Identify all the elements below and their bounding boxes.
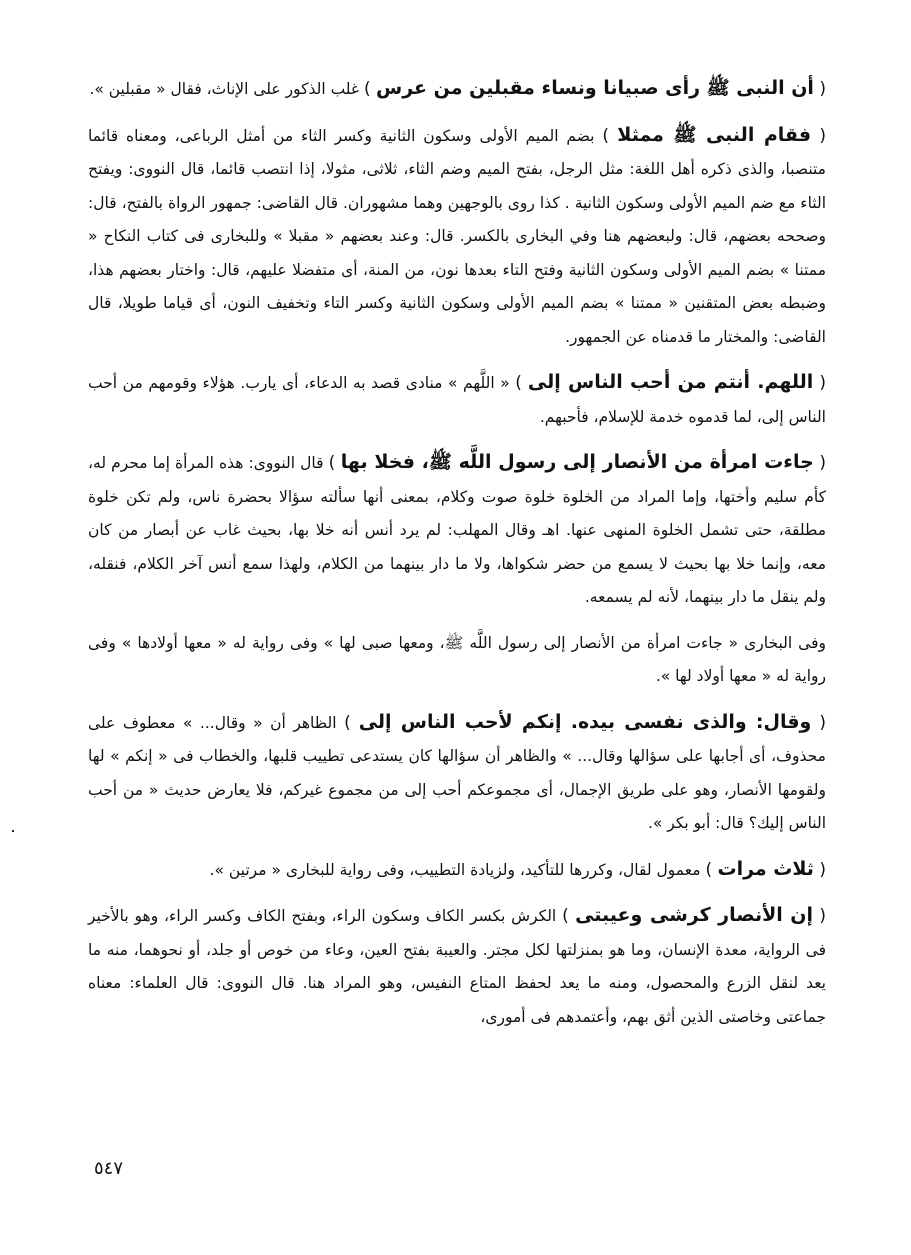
paragraph-6: ( وقال: والذى نفسى بيده. إنكم لأحب الناس إلى ) الظاهر أن « وقال... » معطوف على محذوف، أى أجابها على سؤالها وقال... » والظاهر أن سؤالها كان يستدعى تطييب قلبها، والخطاب فى « إنكم » لها ولقومها الأنصار، وهو على طريق الإجمال، أى مجموعكم أحب إلى من مجموع غيركم، فلا يعارض حديث « من أحب الناس إليك؟ قال: أبو بكر ». <box>88 710 826 832</box>
lemma-8: إن الأنصار كرشى وعيبتى <box>575 904 814 926</box>
commentary-8: الكرش بكسر الكاف وسكون الراء، وبفتح الكاف وكسر الراء، وهو بالأخير فى الرواية، معدة الإنسان، وما هو بمنزلتها لكل مجتر. والعيبة بفتح العين، وعاء من خوص أو جلد، أو نحوهما، منه ما يعد لنقل الزرع والمحصول، ومنه ما يعد لحفظ المتاع النفيس، وهو المراد هنا. قال النووى: قال العلماء: معناه جماعتى وخاصتى الذين أثق بهم، وأعتمدهم فى أمورى، <box>88 907 826 1026</box>
lemma-2: فقام النبى ﷺ ممثلا <box>617 123 812 146</box>
commentary-4: قال النووى: هذه المرأة إما محرم له، كأم سليم وأختها، وإما المراد من الخلوة خلوة صوت وكلام، بمعنى أنها سألته سؤالا بحضرة ناس، ولم تكن خلوة مطلقة، حتى تشمل الخلوة المنهى عنها. اهـ وقال المهلب: لم يرد أنس أنه خلا بها، بحيث غاب عن أبصار من كان معه، وإنما خلا بها بحيث لا يسمع من حضر شكواها، ولا ما دار بينهما من الكلام، ولهذا سمع أنس آخر الكلام، فنقله، ولم ينقل ما دار بينهما، لأنه لم يسمعه. <box>88 454 826 606</box>
lemma-7: ثلاث مرات <box>717 857 814 880</box>
paragraph-8: ( إن الأنصار كرشى وعيبتى ) الكرش بكسر الكاف وسكون الراء، وبفتح الكاف وكسر الراء، وهو بالأخير فى الرواية، معدة الإنسان، وما هو بمنزلتها لكل مجتر. والعيبة بفتح العين، وعاء من خوص أو جلد، أو نحوهما، منه ما يعد لنقل الزرع والمحصول، ومنه ما يعد لحفظ المتاع النفيس، وهو المراد هنا. قال النووى: قال العلماء: معناه جماعتى وخاصتى الذين أثق بهم، وأعتمدهم فى أمورى، <box>88 904 827 1026</box>
paragraph-1: ( أن النبى ﷺ رأى صبيانا ونساء مقبلين من عرس ) غلب الذكور على الإناث، فقال « مقبلين ». <box>89 77 826 99</box>
scan-speck <box>12 830 14 832</box>
lemma-6: وقال: والذى نفسى بيده. إنكم لأحب الناس إلى <box>358 710 812 733</box>
commentary-6: الظاهر أن « وقال... » معطوف على محذوف، أى أجابها على سؤالها وقال... » والظاهر أن سؤالها كان يستدعى تطييب قلبها، والخطاب فى « إنكم » لها ولقومها الأنصار، وهو على طريق الإجمال، أى مجموعكم أحب إلى من مجموع غيركم، فلا يعارض حديث « من أحب الناس إليك؟ قال: أبو بكر ». <box>88 713 826 832</box>
document-body <box>88 72 826 1046</box>
lemma-4: جاءت امرأة من الأنصار إلى رسول اللَّه ﷺ، فخلا بها <box>340 451 814 473</box>
commentary-5: وفى البخارى « جاءت امرأة من الأنصار إلى رسول اللَّه ﷺ، ومعها صبى لها » وفى رواية له « معها أولادها » وفى رواية له « معها أولاد لها ». <box>88 633 826 685</box>
page-number: ٥٤٧ <box>94 1158 124 1179</box>
commentary-2: بضم الميم الأولى وسكون الثانية وكسر الثاء من أمثل الرباعى، ومعناه قائما متنصبا، والذى ذكره أهل اللغة: مثل الرجل، بفتح الميم وضم الثاء، ثلاثى، مثولا، إذا انتصب قائما، قال النووى: ويفتح الثاء مع ضم الميم الأولى وسكون الثانية . كذا روى بالوجهين وهما مشهوران. قال القاضى: جمهور الرواة بالفتح، قال: وصححه بعضهم، قال: ولبعضهم هنا وفي البخارى بالكسر. قال: وعند بعضهم « مقبلا » وللبخارى فى كتاب النكاح « ممتنا » بضم الميم الأولى وسكون الثانية وفتح التاء بعدها نون، من المنة، أى متفضلا عليهم، قال: واختار بعضهم هذا، وضبطه بعض المتقنين « ممتنا » بضم الميم الأولى وسكون الثانية وكسر التاء وتخفيف النون، أى قياما طويلا، قال القاضى: والمختار ما قدمناه عن الجمهور. <box>88 126 826 346</box>
lemma-1: أن النبى ﷺ رأى صبيانا ونساء مقبلين من عرس <box>376 77 814 99</box>
commentary-7: معمول لقال، وكررها للتأكيد، ولزيادة التطييب، وفى رواية للبخارى « مرتين ». <box>209 860 701 879</box>
paragraph-7: ( ثلاث مرات ) معمول لقال، وكررها للتأكيد، ولزيادة التطييب، وفى رواية للبخارى « مرتين ». <box>209 857 826 880</box>
commentary-3: « اللَّهم » منادى قصد به الدعاء، أى يارب. هؤلاء وقومهم من أحب الناس إلى، لما قدموه خدمة للإسلام، فأحبهم. <box>88 374 826 426</box>
lemma-3: اللهم. أنتم من أحب الناس إلى <box>527 371 814 393</box>
commentary-1: غلب الذكور على الإناث، فقال « مقبلين ». <box>89 80 360 98</box>
paragraph-3: ( اللهم. أنتم من أحب الناس إلى ) « اللَّهم » منادى قصد به الدعاء، أى يارب. هؤلاء وقومهم من أحب الناس إلى، لما قدموه خدمة للإسلام، فأحبهم. <box>88 371 826 426</box>
paragraph-5 <box>88 627 826 694</box>
paragraph-4: ( جاءت امرأة من الأنصار إلى رسول اللَّه ﷺ، فخلا بها ) قال النووى: هذه المرأة إما محرم له، كأم سليم وأختها، وإما المراد من الخلوة خلوة صوت وكلام، بمعنى أنها سألته سؤالا بحضرة ناس، ولم تكن خلوة مطلقة، حتى تشمل الخلوة المنهى عنها. اهـ وقال المهلب: لم يرد أنس أنه خلا بها، بحيث غاب عن أبصار من كان معه، وإنما خلا بها بحيث لا يسمع من حضر شكواها، ولا ما دار بينهما من الكلام، ولهذا سمع أنس آخر الكلام، فنقله، ولم ينقل ما دار بينهما، لأنه لم يسمعه. <box>88 451 826 606</box>
paragraph-2: ( فقام النبى ﷺ ممثلا ) بضم الميم الأولى وسكون الثانية وكسر الثاء من أمثل الرباعى، ومعناه قائما متنصبا، والذى ذكره أهل اللغة: مثل الرجل، بفتح الميم وضم الثاء، ثلاثى، مثولا، إذا انتصب قائما، قال النووى: ويفتح الثاء مع ضم الميم الأولى وسكون الثانية . كذا روى بالوجهين وهما مشهوران. قال القاضى: جمهور الرواة بالفتح، قال: وصححه بعضهم، قال: ولبعضهم هنا وفي البخارى بالكسر. قال: وعند بعضهم « مقبلا » وللبخارى فى كتاب النكاح « ممتنا » بضم الميم الأولى وسكون الثانية وفتح التاء بعدها نون، من المنة، أى متفضلا عليهم، قال: واختار بعضهم هذا، وضبطه بعض المتقنين « ممتنا » بضم الميم الأولى وسكون الثانية وكسر التاء وتخفيف النون، أى قياما طويلا، قال القاضى: والمختار ما قدمناه عن الجمهور. <box>88 123 826 346</box>
